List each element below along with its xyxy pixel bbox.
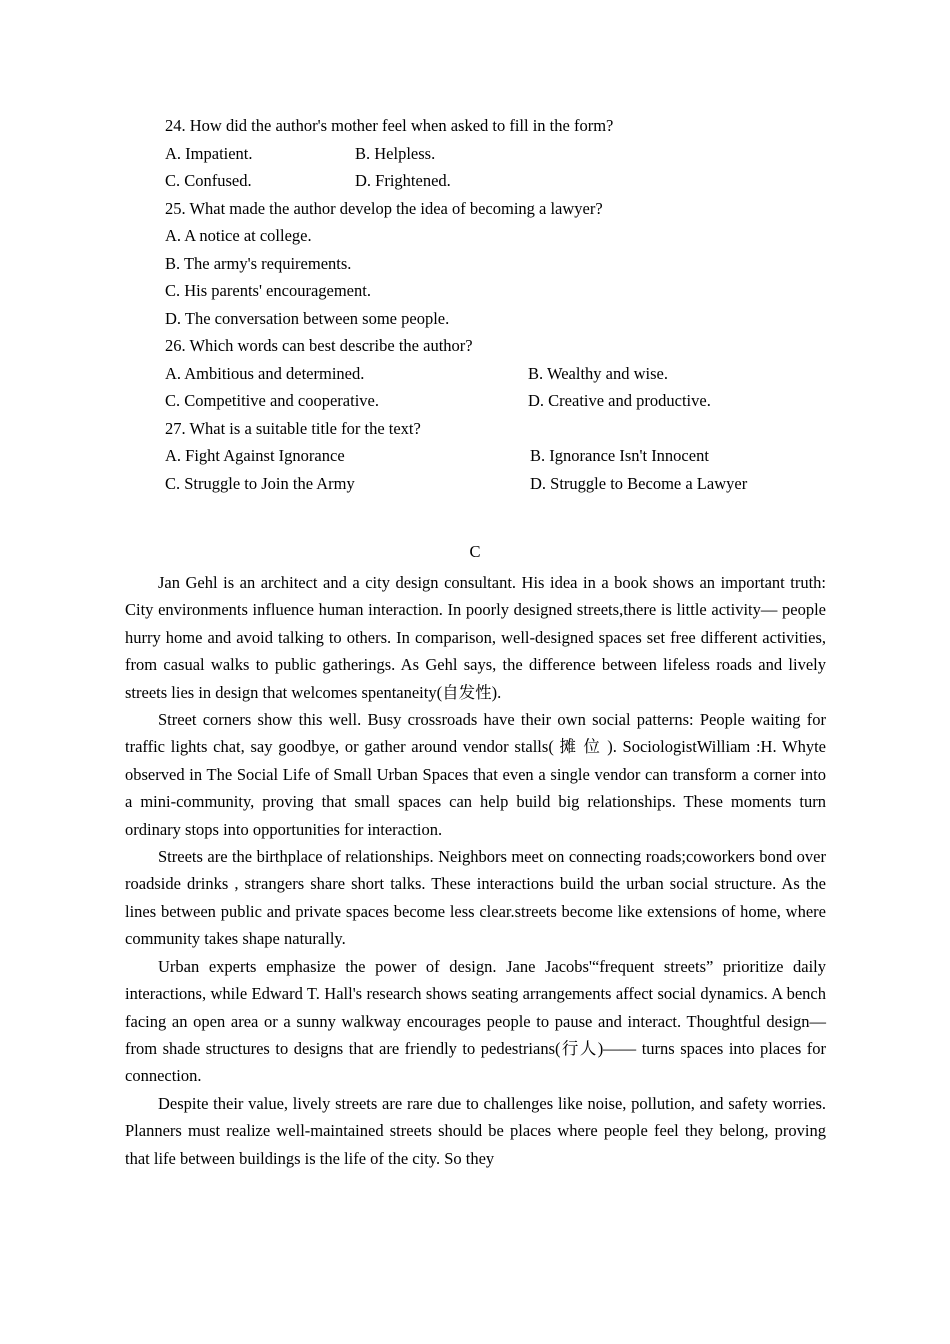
passage-paragraph-3: Streets are the birthplace of relationships. Neighbors meet on connecting roads;coworkers bond over roadside drinks , strangers share short talks. These interactions build the urban social structure. As the lines between public and private spaces become less clear.streets become like extensions of home, where community takes shape naturally.: [125, 847, 826, 949]
option-c-26[interactable]: C. Competitive and cooperative.: [165, 391, 379, 410]
question-stem-26: 26. Which words can best describe the author?: [165, 336, 473, 355]
option-d-26[interactable]: D. Creative and productive.: [528, 391, 711, 410]
question-item-27: [165, 415, 865, 498]
question-item-25: [165, 195, 865, 333]
passage-paragraph-5: Despite their value, lively streets are rare due to challenges like noise, pollution, and safety worries. Planners must realize well-maintained streets should be places where people feel they belong, proving that life between buildings is the life of the city. So they: [125, 1093, 826, 1168]
option-row: [165, 360, 865, 388]
option-b-24[interactable]: B. Helpless.: [355, 143, 436, 163]
option-b-25[interactable]: B. The army's requirements.: [165, 253, 352, 273]
option-b-26[interactable]: B. Wealthy and wise.: [528, 363, 668, 383]
option-a-25[interactable]: A. A notice at college.: [165, 226, 312, 245]
option-c-25[interactable]: C. His parents' encouragement.: [165, 281, 371, 300]
question-item-26: [165, 332, 865, 415]
option-d-25[interactable]: D. The conversation between some people.: [165, 308, 450, 328]
option-d-24[interactable]: D. Frightened.: [355, 171, 451, 190]
option-row: [165, 167, 865, 195]
passage-paragraph-2: Street corners show this well. Busy crossroads have their own social patterns: People waiting for traffic lights chat, say goodbye, or gather around vendor stalls( 摊 位 ). SociologistWilliam :H. Whyte observed in The Social Life of Small Urban Spaces that even a single vendor can transform a corner into a mini-community, proving that small spaces can help build big relationships. These moments turn ordinary stops into opportunities for interaction.: [125, 710, 826, 839]
section-letter-heading: C: [469, 542, 481, 561]
question-item-24: [165, 112, 865, 195]
question-stem-27: 27. What is a suitable title for the text?: [165, 418, 421, 438]
question-stem-25: 25. What made the author develop the idea of becoming a lawyer?: [165, 198, 603, 218]
option-row: [165, 470, 865, 498]
option-c-24[interactable]: C. Confused.: [165, 171, 252, 190]
passage-paragraph-4: Urban experts emphasize the power of design. Jane Jacobs'“frequent streets” prioritize daily interactions, while Edward T. Hall's research shows seating arrangements affect social dynamics. A bench facing an open area or a sunny walkway encourages people to pause and interact. Thoughtful design— from shade structures to designs that are friendly to pedestrians(行人)—— turns spaces into places for connection.: [125, 956, 826, 1086]
question-list: [165, 112, 865, 497]
option-a-24[interactable]: A. Impatient.: [165, 143, 253, 163]
option-row: [165, 250, 865, 278]
option-d-27[interactable]: D. Struggle to Become a Lawyer: [530, 473, 748, 493]
option-row: [165, 277, 865, 305]
option-c-27[interactable]: C. Struggle to Join the Army: [165, 473, 355, 493]
option-a-27[interactable]: A. Fight Against Ignorance: [165, 446, 345, 465]
option-row: [165, 305, 865, 333]
option-b-27[interactable]: B. Ignorance Isn't Innocent: [530, 446, 709, 465]
option-row: [165, 442, 865, 470]
option-row: [165, 222, 865, 250]
option-row: [165, 140, 865, 168]
option-row: [165, 387, 865, 415]
passage-paragraph-1: Jan Gehl is an architect and a city design consultant. His idea in a book shows an important truth: City environments influence human interaction. In poorly designed streets,there is little activity— people hurry home and avoid talking to others. In comparison, well-designed spaces set free different activities, from casual walks to public gatherings. As Gehl says, the difference between lifeless roads and lively streets lies in design that welcomes spentaneity(自发性).: [125, 573, 826, 702]
option-a-26[interactable]: A. Ambitious and determined.: [165, 363, 365, 383]
question-stem-24: 24. How did the author's mother feel when asked to fill in the form?: [165, 116, 614, 135]
reading-passage: [125, 569, 826, 1172]
